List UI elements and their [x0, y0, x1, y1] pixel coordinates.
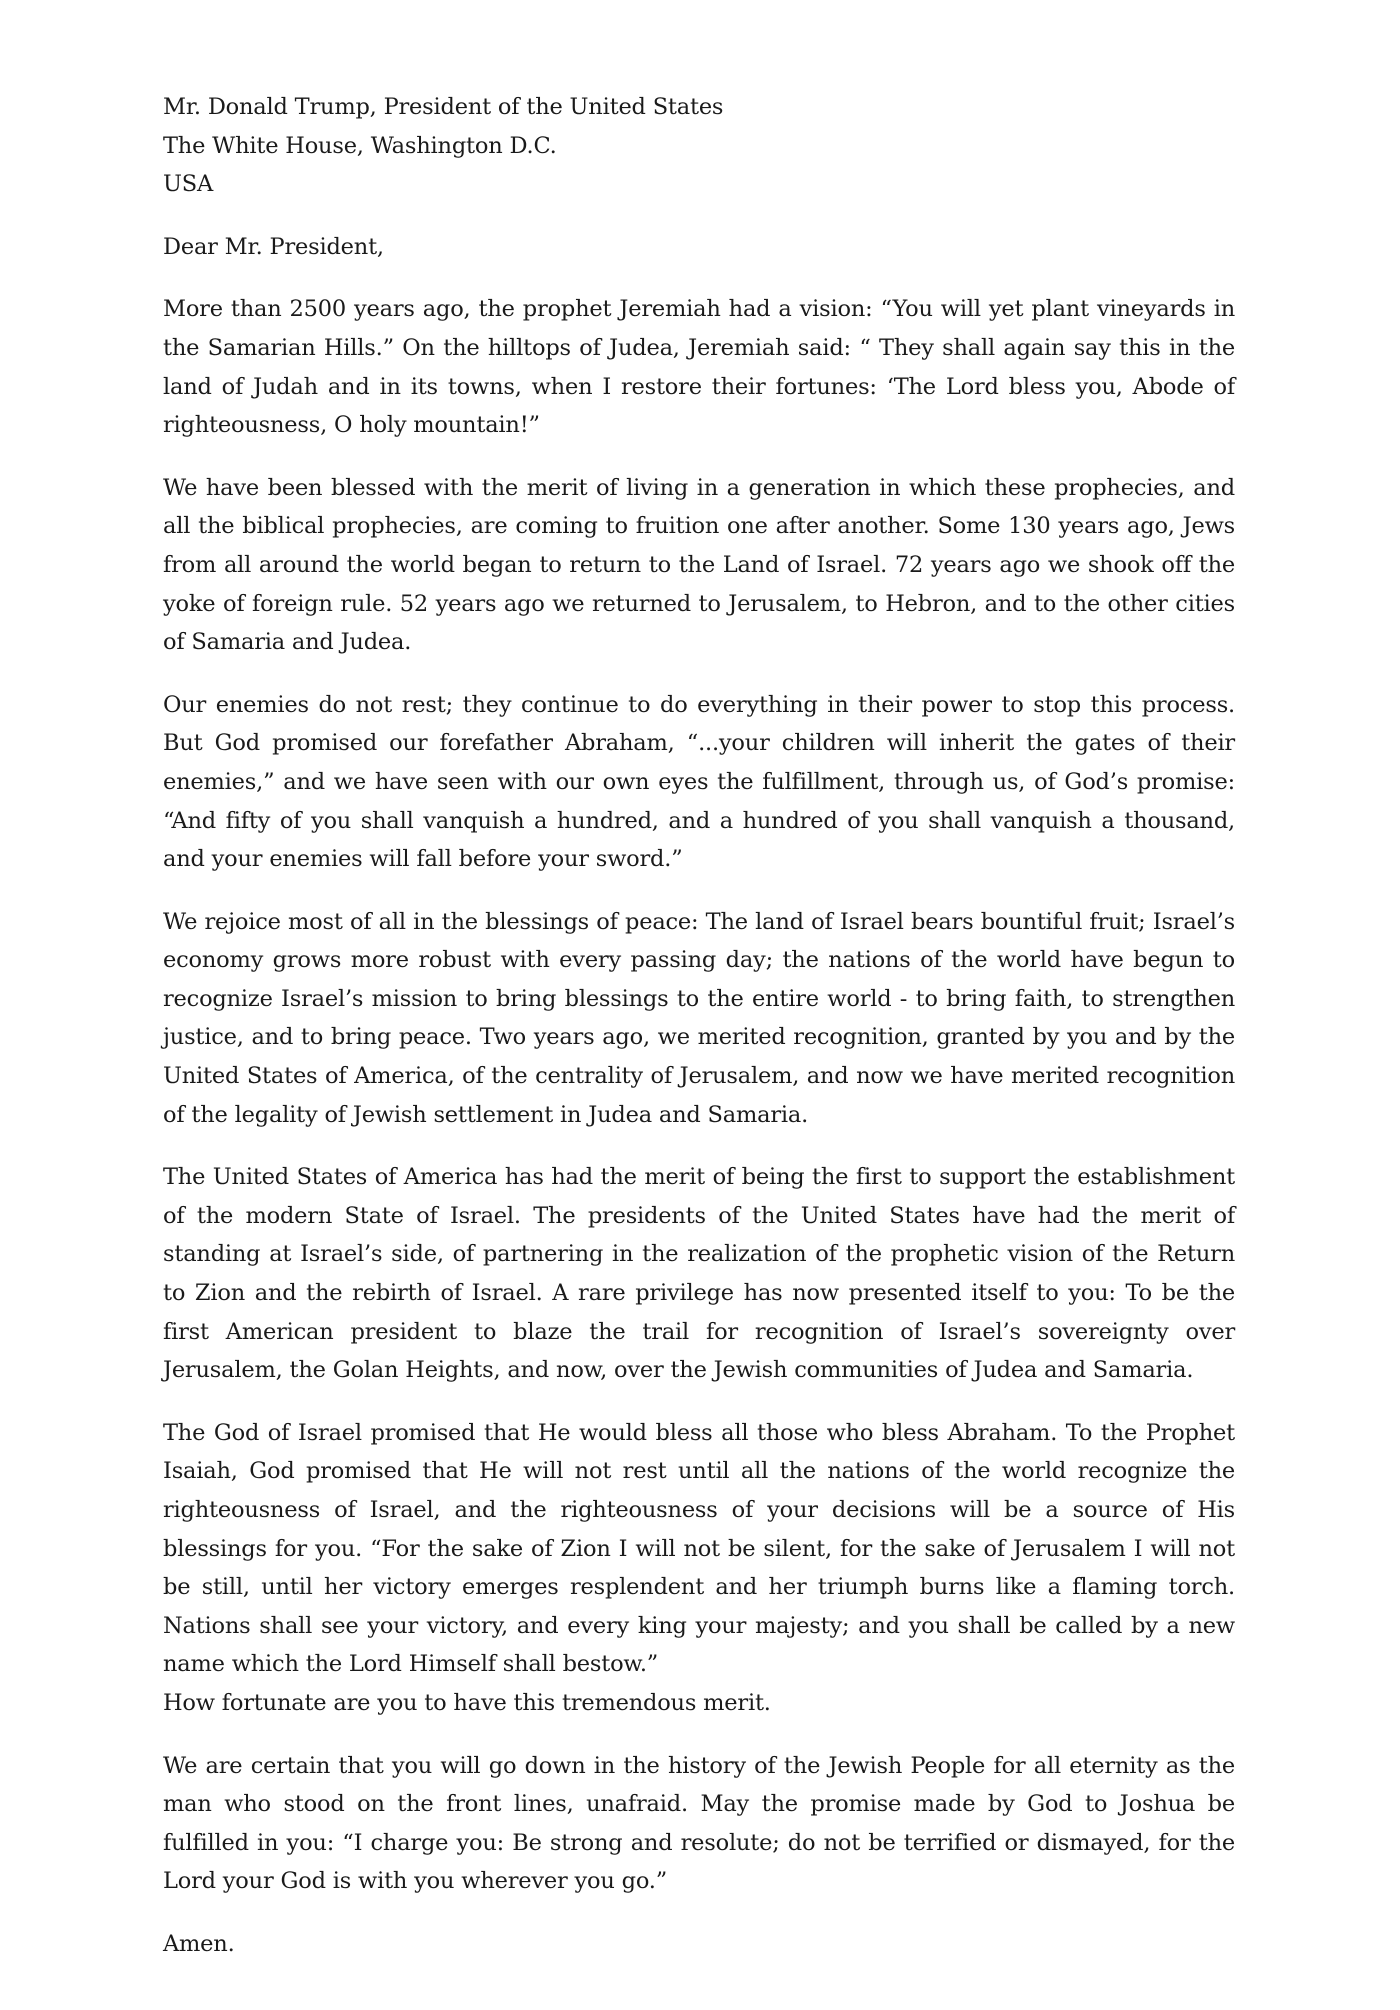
closing-amen: Amen. [163, 1930, 235, 1957]
paragraph-prophecies-fruition: We have been blessed with the merit of living in a generation in which these prophecies, and all the biblical prophecies, are coming to fruition one after another. Some 130 years ago, Jews from all around the world began to return to the Land of Israel. 72 years ago we shook off the yoke of foreign rule. 52 years ago we returned to Jerusalem, to Hebron, and to the other cities of Samaria and Judea. [163, 474, 1235, 656]
address-line-country: USA [163, 171, 214, 198]
paragraph-jeremiah-vision: More than 2500 years ago, the prophet Jeremiah had a vision: “You will yet plant vineyards in the Samarian Hills.” On the hilltops of Judea, Jeremiah said: “ They shall again say this in the land of Judah and in its towns, when I restore their fortunes: ‘The Lord bless you, Abode of righteousness, O holy mountain!” [163, 296, 1235, 439]
paragraph-enemies: Our enemies do not rest; they continue to do everything in their power to stop this process. But God promised our forefather Abraham, “...your children will inherit the gates of their enemies,” and we have seen with our own eyes the fulfillment, through us, of God’s promise: “And fifty of you shall vanquish a hundred, and a hundred of you shall vanquish a thousand, and your enemies will fall before your sword.” [163, 691, 1235, 873]
paragraph-god-of-israel: The God of Israel promised that He would bless all those who bless Abraham. To the Prophet Isaiah, God promised that He will not rest until all the nations of the world recognize the righteousness of Israel, and the righteousness of your decisions will be a source of His blessings for you. “For the sake of Zion I will not be silent, for the sake of Jerusalem I will not be still, until her victory emerges resplendent and her triumph burns like a flaming torch. Nations shall see your victory, and every king your majesty; and you shall be called by a new name which the Lord Himself shall bestow.” [163, 1419, 1235, 1678]
address-line-location: The White House, Washington D.C. [163, 132, 557, 159]
paragraph-history: We are certain that you will go down in the history of the Jewish People for all eternity as the man who stood on the front lines, unafraid. May the promise made by God to Joshua be fulfilled in you: “I charge you: Be strong and resolute; do not be terrified or dismayed, for the Lord your God is with you wherever you go.” [163, 1752, 1235, 1895]
paragraph-united-states-merit: The United States of America has had the merit of being the first to support the establishment of the modern State of Israel. The presidents of the United States have had the merit of standing at Israel’s side, of partnering in the realization of the prophetic vision of the Return to Zion and the rebirth of Israel. A rare privilege has now presented itself to you: To be the first American president to blaze the trail for recognition of Israel’s sovereignty over Jerusalem, the Golan Heights, and now, over the Jewish communities of Judea and Samaria. [163, 1164, 1235, 1384]
fortunate-line: How fortunate are you to have this tremendous merit. [163, 1689, 771, 1716]
address-line-name: Mr. Donald Trump, President of the United States [163, 94, 724, 120]
salutation: Dear Mr. President, [163, 233, 384, 260]
recipient-address [163, 88, 1235, 204]
letter-page [163, 88, 1235, 1964]
paragraph-blessings-of-peace: We rejoice most of all in the blessings of peace: The land of Israel bears bountiful fruit; Israel’s economy grows more robust with every passing day; the nations of the world have begun to recognize Israel’s mission to bring blessings to the entire world - to bring faith, to strengthen justice, and to bring peace. Two years ago, we merited recognition, granted by you and by the United States of America, of the centrality of Jerusalem, and now we have merited recognition of the legality of Jewish settlement in Judea and Samaria. [163, 908, 1235, 1128]
